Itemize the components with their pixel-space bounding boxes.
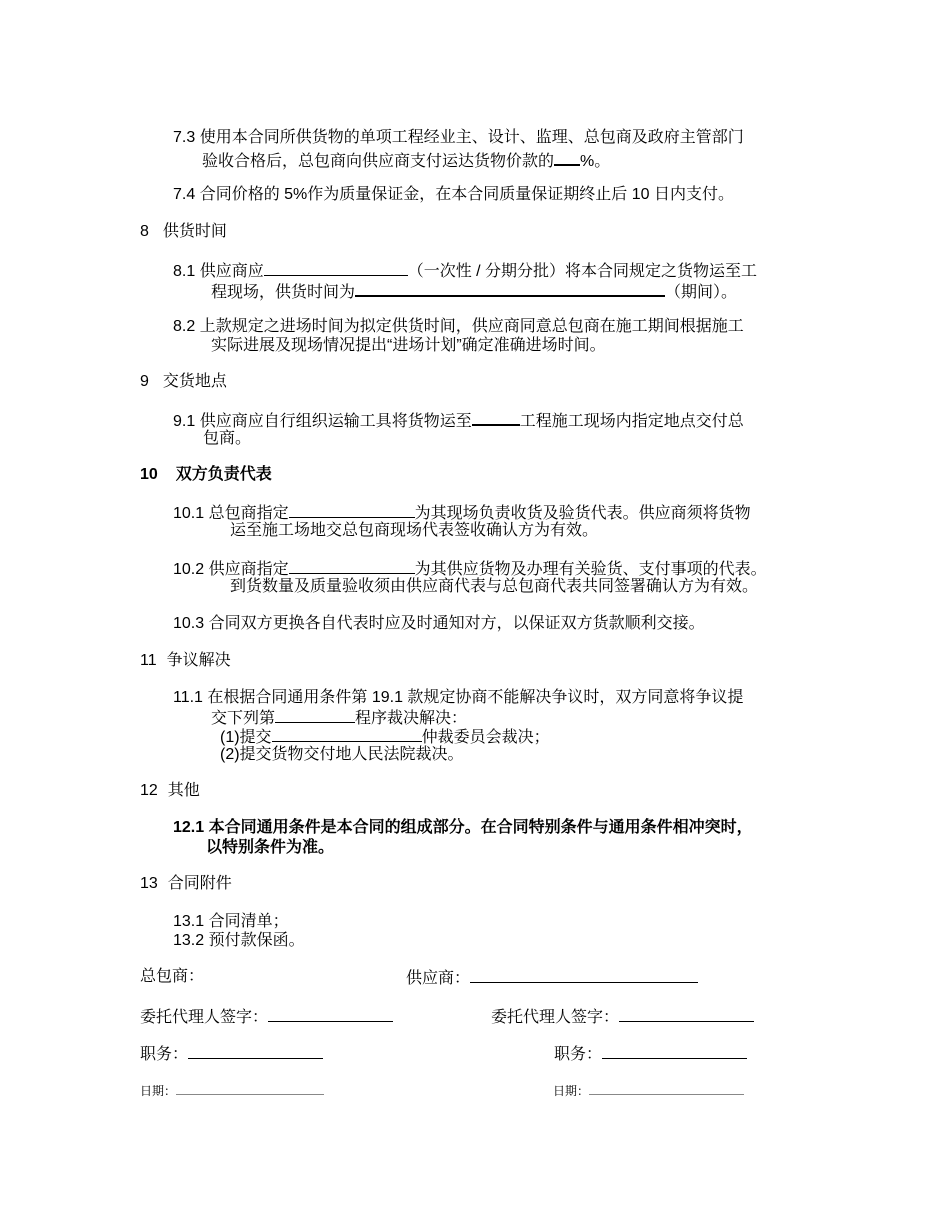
date-left-blank[interactable] bbox=[176, 1082, 324, 1095]
title-left-blank[interactable] bbox=[188, 1043, 323, 1059]
clause-10-3 bbox=[173, 614, 705, 633]
title-left-label-text: 职务： bbox=[140, 1046, 189, 1063]
clause-9-1-text-c: 包商。 bbox=[203, 430, 252, 447]
clause-7-4-text: 7.4 合同价格的 5%作为质量保证金，在本合同质量保证期终止后 10 日内支付。 bbox=[173, 186, 734, 203]
section-9-heading bbox=[140, 372, 227, 391]
section-13-heading bbox=[140, 874, 232, 893]
clause-13-2-text: 13.2 预付款保函。 bbox=[173, 932, 305, 949]
clause-11-1-option2 bbox=[220, 745, 464, 764]
section-number: 12 bbox=[140, 782, 158, 799]
title-right-row bbox=[554, 1043, 747, 1064]
clause-10-2-text-b: 为其供应货物及办理有关验货、支付事项的代表。 bbox=[414, 561, 767, 578]
section-number: 13 bbox=[140, 875, 158, 892]
option-1-text-b: 仲裁委员会裁决； bbox=[421, 729, 550, 746]
clause-11-1-text-a: 11.1 在根据合同通用条件第 19.1 款规定协商不能解决争议时，双方同意将争议提 bbox=[173, 689, 744, 706]
section-title: 争议解决 bbox=[166, 652, 231, 669]
clause-11-1-line1 bbox=[173, 688, 743, 707]
clause-10-2-text-c: 到货数量及质量验收须由供应商代表与总包商代表共同签署确认方为有效。 bbox=[230, 578, 759, 595]
clause-10-1-line2 bbox=[230, 521, 598, 540]
clause-11-1-text-b: 交下列第 bbox=[211, 710, 276, 727]
clause-13-1-text: 13.1 合同清单； bbox=[173, 913, 289, 930]
delivery-time-blank[interactable] bbox=[355, 280, 665, 297]
section-number: 11 bbox=[140, 652, 157, 669]
option-2-text: (2)提交货物交付地人民法院裁决。 bbox=[220, 746, 464, 763]
contractor-label bbox=[140, 967, 204, 986]
date-left-label-text: 日期： bbox=[140, 1084, 177, 1098]
date-left-row bbox=[140, 1082, 324, 1099]
agent-left-label-text: 委托代理人签字： bbox=[140, 1009, 269, 1026]
clause-9-1-line1 bbox=[173, 409, 744, 431]
clause-10-2-line1 bbox=[173, 558, 767, 579]
contractor-rep-blank[interactable] bbox=[289, 502, 415, 518]
agent-left-row bbox=[140, 1006, 393, 1027]
clause-8-2-line1 bbox=[173, 317, 744, 336]
clause-10-1-text-b: 为其现场负责收货及验货代表。供应商须将货物 bbox=[414, 505, 751, 522]
section-title: 双方负责代表 bbox=[175, 466, 272, 483]
section-title: 供货时间 bbox=[162, 223, 227, 240]
title-right-label-text: 职务： bbox=[554, 1046, 603, 1063]
percent-blank[interactable] bbox=[554, 149, 580, 166]
section-number: 9 bbox=[140, 373, 149, 390]
clause-10-1-text-c: 运至施工场地交总包商现场代表签收确认方为有效。 bbox=[230, 522, 599, 539]
clause-12-1-line2 bbox=[206, 838, 334, 857]
clause-10-3-text: 10.3 合同双方更换各自代表时应及时通知对方，以保证双方货款顺利交接。 bbox=[173, 615, 705, 632]
supplier-signature-row bbox=[406, 967, 698, 988]
clause-11-1-option1 bbox=[220, 726, 550, 747]
clause-8-1-line2 bbox=[211, 280, 737, 302]
procedure-number-blank[interactable] bbox=[275, 707, 355, 723]
clause-13-1 bbox=[173, 912, 289, 931]
option-1-text-a: (1)提交 bbox=[220, 729, 272, 746]
date-right-row bbox=[553, 1082, 744, 1099]
clause-13-2 bbox=[173, 931, 305, 950]
clause-9-1-line2 bbox=[203, 429, 251, 448]
clause-10-2-text-a: 10.2 供应商指定 bbox=[173, 561, 289, 578]
clause-11-1-text-c: 程序裁决解决： bbox=[355, 710, 468, 727]
agent-right-row bbox=[491, 1006, 754, 1027]
clause-11-1-line2 bbox=[211, 707, 467, 728]
clause-10-2-line2 bbox=[230, 577, 758, 596]
title-right-blank[interactable] bbox=[602, 1043, 747, 1059]
section-12-heading bbox=[140, 781, 200, 800]
agent-right-signature-blank[interactable] bbox=[619, 1006, 754, 1022]
agent-left-signature-blank[interactable] bbox=[268, 1006, 393, 1022]
date-right-blank[interactable] bbox=[589, 1082, 744, 1095]
clause-8-1-text-a: 8.1 供应商应 bbox=[173, 263, 264, 280]
supplier-label-text: 供应商： bbox=[406, 970, 471, 987]
clause-8-1-line1 bbox=[173, 260, 757, 281]
clause-8-2-text-a: 8.2 上款规定之进场时间为拟定供货时间，供应商同意总包商在施工期间根据施工 bbox=[173, 318, 744, 335]
clause-7-3-line1 bbox=[173, 128, 744, 147]
clause-8-2-line2 bbox=[211, 336, 606, 355]
clause-8-1-text-c: 程现场，供货时间为 bbox=[211, 284, 356, 301]
section-title: 交货地点 bbox=[162, 373, 227, 390]
title-left-row bbox=[140, 1043, 323, 1064]
section-title: 合同附件 bbox=[167, 875, 232, 892]
clause-8-1-text-b: （一次性 / 分期分批）将本合同规定之货物运至工 bbox=[407, 263, 758, 280]
section-10-heading bbox=[140, 465, 272, 484]
clause-12-1-text-a: 12.1 本合同通用条件是本合同的组成部分。在合同特别条件与通用条件相冲突时， bbox=[173, 819, 753, 836]
section-number: 8 bbox=[140, 223, 149, 240]
clause-12-1-text-b: 以特别条件为准。 bbox=[206, 839, 335, 856]
section-number: 10 bbox=[140, 466, 158, 483]
section-8-heading bbox=[140, 222, 227, 241]
clause-10-1-text-a: 10.1 总包商指定 bbox=[173, 505, 289, 522]
clause-12-1-line1 bbox=[173, 818, 753, 837]
agent-right-label-text: 委托代理人签字： bbox=[491, 1009, 620, 1026]
clause-9-1-text-b: 工程施工现场内指定地点交付总 bbox=[519, 413, 744, 430]
project-name-blank[interactable] bbox=[472, 409, 520, 426]
clause-8-1-text-d: （期间）。 bbox=[665, 284, 738, 301]
clause-7-4 bbox=[173, 185, 734, 204]
clause-7-3-text-a: 验收合格后，总包商向供应商支付运达货物价款的 bbox=[202, 153, 555, 170]
delivery-mode-blank[interactable] bbox=[264, 260, 408, 276]
date-right-label-text: 日期： bbox=[553, 1084, 590, 1098]
supplier-rep-blank[interactable] bbox=[289, 558, 415, 574]
section-title: 其他 bbox=[167, 782, 200, 799]
section-11-heading bbox=[140, 651, 231, 670]
clause-7-3-text: 7.3 使用本合同所供货物的单项工程经业主、设计、监理、总包商及政府主管部门 bbox=[173, 129, 744, 146]
clause-8-2-text-b: 实际进展及现场情况提出“进场计划”确定准确进场时间。 bbox=[211, 337, 606, 354]
clause-7-3-line2 bbox=[202, 149, 610, 171]
clause-7-3-text-b: %。 bbox=[580, 153, 611, 170]
arbitration-commission-blank[interactable] bbox=[272, 726, 422, 742]
clause-10-1-line1 bbox=[173, 502, 751, 523]
clause-9-1-text-a: 9.1 供应商应自行组织运输工具将货物运至 bbox=[173, 413, 472, 430]
supplier-name-blank[interactable] bbox=[470, 967, 698, 983]
contractor-label-text: 总包商： bbox=[140, 968, 205, 985]
